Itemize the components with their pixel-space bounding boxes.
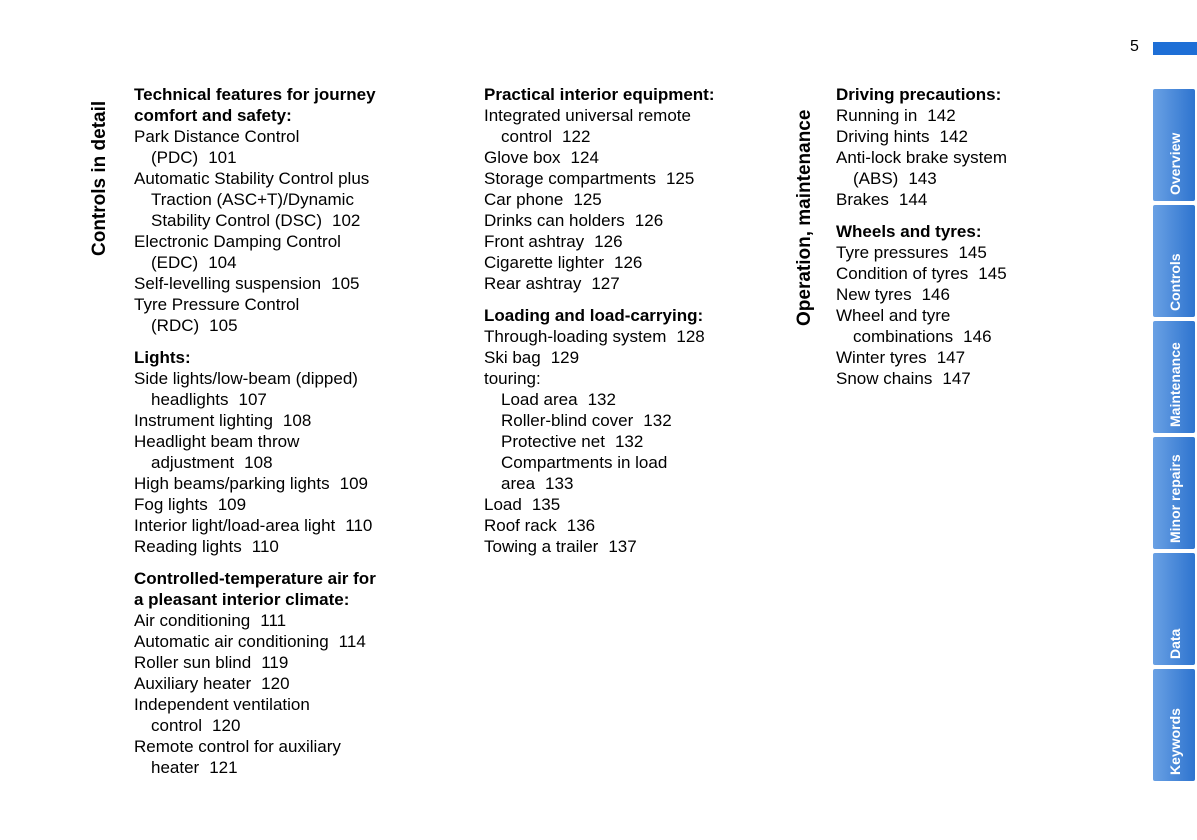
entry-line <box>134 189 376 210</box>
page-reference[interactable]: 145 <box>978 264 1007 283</box>
entry-line <box>484 147 715 168</box>
page-reference[interactable]: 119 <box>261 653 289 672</box>
index-entry <box>134 673 376 694</box>
entry-line <box>484 126 715 147</box>
tab-maintenance[interactable]: Maintenance <box>1153 321 1195 433</box>
entry-line <box>836 326 1007 347</box>
page-reference[interactable]: 147 <box>936 348 966 367</box>
entry-line <box>134 673 376 694</box>
entry-text: Load <box>484 495 522 514</box>
entry-text: Stability Control (DSC) <box>151 211 322 230</box>
index-section <box>134 568 376 778</box>
entry-line <box>134 294 376 315</box>
chapter-tabs <box>1153 0 1197 840</box>
tab-keywords[interactable]: Keywords <box>1153 669 1195 781</box>
entry-line <box>484 326 715 347</box>
entry-line <box>134 757 376 778</box>
index-entry <box>484 189 715 210</box>
entry-text: Integrated universal remote <box>484 106 691 125</box>
entry-text: Electronic Damping Control <box>134 232 341 251</box>
entry-text: (PDC) <box>151 148 199 167</box>
index-entry <box>484 494 715 515</box>
entry-line <box>484 347 715 368</box>
index-entry <box>484 273 715 294</box>
entry-line <box>134 368 376 389</box>
entry-line <box>836 368 1007 389</box>
entry-text: Self-levelling suspension <box>134 274 322 293</box>
entry-text: Rear ashtray <box>484 274 582 293</box>
entry-line <box>134 126 376 147</box>
page-reference[interactable]: 133 <box>545 474 574 493</box>
entry-line <box>836 189 1007 210</box>
entry-line <box>836 168 1007 189</box>
index-column-2 <box>484 84 715 557</box>
index-entry <box>134 694 376 736</box>
entry-text: Towing a trailer <box>484 537 599 556</box>
index-section <box>484 84 715 294</box>
page-reference[interactable]: 147 <box>942 369 971 388</box>
index-entry <box>134 610 376 631</box>
index-entry <box>484 147 715 168</box>
entry-text: Front ashtray <box>484 232 585 251</box>
entry-line <box>484 105 715 126</box>
entry-line <box>134 536 376 557</box>
entry-text: Tyre Pressure Control <box>134 295 300 314</box>
page-reference[interactable]: 145 <box>958 243 987 262</box>
index-entry <box>134 126 376 168</box>
entry-line <box>134 494 376 515</box>
index-entry <box>134 294 376 336</box>
page-reference[interactable]: 120 <box>212 716 241 735</box>
entry-line <box>836 105 1007 126</box>
index-entry <box>836 147 1007 189</box>
page-reference[interactable]: 114 <box>338 632 366 651</box>
entry-text: Roller sun blind <box>134 653 252 672</box>
entry-text: Headlight beam throw <box>134 432 300 451</box>
index-entry <box>484 210 715 231</box>
page-reference[interactable]: 129 <box>550 348 580 367</box>
entry-text: (EDC) <box>151 253 199 272</box>
entry-text: Storage compartments <box>484 169 656 188</box>
entry-line <box>484 410 715 431</box>
index-entry <box>836 189 1007 210</box>
index-entry <box>836 105 1007 126</box>
entry-text: combinations <box>853 327 954 346</box>
page-reference[interactable]: 110 <box>345 516 373 535</box>
index-entry <box>134 494 376 515</box>
entry-text: Roof rack <box>484 516 557 535</box>
index-entry <box>134 473 376 494</box>
entry-text: Automatic Stability Control plus <box>134 169 370 188</box>
page-reference[interactable]: 111 <box>260 611 287 630</box>
page-reference[interactable]: 146 <box>963 327 992 346</box>
entry-text: Condition of tyres <box>836 264 969 283</box>
page-reference[interactable]: 105 <box>331 274 360 293</box>
entry-line <box>134 252 376 273</box>
index-entry <box>836 368 1007 389</box>
entry-text: Load area <box>501 390 578 409</box>
entry-line <box>836 126 1007 147</box>
index-entry <box>484 515 715 536</box>
entry-text: Driving hints <box>836 127 930 146</box>
entry-text: adjustment <box>151 453 235 472</box>
index-entry <box>836 126 1007 147</box>
entry-line <box>484 231 715 252</box>
index-section <box>134 347 376 557</box>
entry-text: Automatic air conditioning <box>134 632 329 651</box>
page-reference[interactable]: 143 <box>908 169 937 188</box>
index-entry <box>484 452 715 494</box>
index-entry <box>484 326 715 347</box>
page-reference[interactable]: 137 <box>608 537 637 556</box>
entry-text: Interior light/load-area light <box>134 516 336 535</box>
entry-line <box>484 494 715 515</box>
entry-line <box>134 736 376 757</box>
entry-line <box>134 147 376 168</box>
entry-text: Reading lights <box>134 537 242 556</box>
index-entry <box>836 284 1007 305</box>
entry-text: Brakes <box>836 190 889 209</box>
entry-text: Snow chains <box>836 369 933 388</box>
entry-line <box>484 452 715 473</box>
entry-text: area <box>501 474 536 493</box>
entry-text: Through-loading system <box>484 327 667 346</box>
chapter-heading-operation: Operation, maintenance <box>794 109 815 326</box>
tab-data[interactable]: Data <box>1153 553 1195 665</box>
page-reference[interactable]: 135 <box>531 495 561 514</box>
entry-text: Traction (ASC+T)/Dynamic <box>151 190 354 209</box>
entry-text: Instrument lighting <box>134 411 273 430</box>
entry-text: Side lights/low-beam (dipped) <box>134 369 358 388</box>
page-reference[interactable]: 128 <box>676 327 705 346</box>
section-heading: Loading and load-carrying: <box>484 306 704 325</box>
section-heading: Practical interior equipment: <box>484 85 715 104</box>
entry-line <box>836 284 1007 305</box>
index-entry <box>484 389 715 410</box>
page-reference[interactable]: 102 <box>332 211 361 230</box>
index-column-3 <box>836 84 1007 389</box>
entry-text: headlights <box>151 390 229 409</box>
entry-line <box>134 389 376 410</box>
entry-line <box>836 242 1007 263</box>
entry-line <box>134 631 376 652</box>
entry-line <box>134 652 376 673</box>
index-section <box>484 305 715 557</box>
page-reference[interactable]: 126 <box>634 211 664 230</box>
index-entry <box>836 347 1007 368</box>
chapter-heading-controls: Controls in detail <box>89 100 110 256</box>
entry-line <box>134 210 376 231</box>
entry-text: Drinks can holders <box>484 211 625 230</box>
page-reference[interactable]: 122 <box>562 127 591 146</box>
index-section <box>134 84 376 336</box>
page-reference[interactable]: 125 <box>665 169 695 188</box>
tab-overview[interactable]: Overview <box>1153 89 1195 201</box>
entry-line <box>134 231 376 252</box>
section-heading: Lights: <box>134 348 191 367</box>
entry-text: heater <box>151 758 200 777</box>
entry-line <box>836 147 1007 168</box>
index-entry <box>134 652 376 673</box>
section-heading: a pleasant interior climate: <box>134 590 350 609</box>
page-reference[interactable]: 109 <box>339 474 368 493</box>
page-reference[interactable]: 120 <box>261 674 290 693</box>
entry-line <box>836 347 1007 368</box>
entry-text: Wheel and tyre <box>836 306 951 325</box>
page-reference[interactable]: 146 <box>921 285 950 304</box>
section-heading: Controlled-temperature air for <box>134 569 376 588</box>
section-heading: comfort and safety: <box>134 106 292 125</box>
entry-line <box>134 168 376 189</box>
index-entry <box>134 231 376 273</box>
entry-line <box>484 273 715 294</box>
entry-text: Compartments in load <box>501 453 668 472</box>
index-entry <box>134 431 376 473</box>
tab-controls[interactable]: Controls <box>1153 205 1195 317</box>
index-entry <box>836 263 1007 284</box>
page-reference[interactable]: 142 <box>939 127 968 146</box>
entry-line <box>484 431 715 452</box>
index-entry <box>484 347 715 368</box>
index-entry <box>484 368 715 389</box>
index-entry <box>134 168 376 231</box>
entry-text: control <box>501 127 553 146</box>
index-entry <box>836 305 1007 347</box>
entry-line <box>484 473 715 494</box>
page-number: 5 <box>1130 38 1139 55</box>
index-entry <box>134 515 376 536</box>
entry-text: Anti-lock brake system <box>836 148 1007 167</box>
entry-line <box>134 515 376 536</box>
entry-text: High beams/parking lights <box>134 474 330 493</box>
entry-line <box>484 168 715 189</box>
section-heading: Wheels and tyres: <box>836 222 982 241</box>
page-reference[interactable]: 108 <box>282 411 312 430</box>
entry-text: (ABS) <box>853 169 899 188</box>
page-reference[interactable]: 107 <box>238 390 267 409</box>
entry-line <box>484 536 715 557</box>
entry-text: Park Distance Control <box>134 127 300 146</box>
entry-line <box>134 715 376 736</box>
entry-line <box>134 410 376 431</box>
index-entry <box>134 736 376 778</box>
section-heading: Technical features for journey <box>134 85 376 104</box>
page-reference[interactable]: 142 <box>927 106 956 125</box>
entry-line <box>836 305 1007 326</box>
entry-line <box>484 368 715 389</box>
index-entry <box>134 273 376 294</box>
entry-text: Remote control for auxiliary <box>134 737 341 756</box>
tab-minor-repairs[interactable]: Minor repairs <box>1153 437 1195 549</box>
page-reference[interactable]: 132 <box>587 390 616 409</box>
page-reference[interactable]: 104 <box>208 253 237 272</box>
page-reference[interactable]: 132 <box>614 432 644 451</box>
entry-line <box>484 252 715 273</box>
page-reference[interactable]: 127 <box>591 274 620 293</box>
page-reference[interactable]: 125 <box>573 190 602 209</box>
page-reference[interactable]: 101 <box>208 148 237 167</box>
entry-line <box>134 431 376 452</box>
entry-line <box>134 473 376 494</box>
entry-text: (RDC) <box>151 316 200 335</box>
page-reference[interactable]: 121 <box>209 758 238 777</box>
entry-line <box>134 452 376 473</box>
entry-text: Winter tyres <box>836 348 927 367</box>
entry-text: Cigarette lighter <box>484 253 605 272</box>
index-entry <box>484 252 715 273</box>
entry-text: Protective net <box>501 432 605 451</box>
entry-text: Fog lights <box>134 495 208 514</box>
entry-text: New tyres <box>836 285 912 304</box>
index-section <box>836 221 1007 389</box>
entry-text: Glove box <box>484 148 561 167</box>
page-reference[interactable]: 110 <box>251 537 279 556</box>
entry-line <box>134 315 376 336</box>
entry-text: Roller-blind cover <box>501 411 634 430</box>
entry-line <box>484 189 715 210</box>
entry-text: Running in <box>836 106 918 125</box>
page-reference[interactable]: 124 <box>570 148 599 167</box>
page-reference[interactable]: 105 <box>209 316 238 335</box>
page-reference[interactable]: 126 <box>594 232 623 251</box>
page-reference[interactable]: 108 <box>244 453 273 472</box>
index-entry <box>484 410 715 431</box>
entry-text: control <box>151 716 203 735</box>
entry-line <box>484 389 715 410</box>
entry-line <box>836 263 1007 284</box>
index-section <box>836 84 1007 210</box>
page-reference[interactable]: 132 <box>643 411 672 430</box>
page-reference[interactable]: 109 <box>217 495 247 514</box>
index-entry <box>134 631 376 652</box>
index-entry <box>836 242 1007 263</box>
page-reference[interactable]: 126 <box>614 253 643 272</box>
index-entry <box>484 536 715 557</box>
entry-text: Tyre pressures <box>836 243 949 262</box>
index-entry <box>484 168 715 189</box>
index-entry <box>134 536 376 557</box>
index-entry <box>484 231 715 252</box>
entry-text: Ski bag <box>484 348 541 367</box>
entry-line <box>134 610 376 631</box>
index-entry <box>484 105 715 147</box>
entry-line <box>134 694 376 715</box>
entry-line <box>484 210 715 231</box>
entry-line <box>484 515 715 536</box>
page-reference[interactable]: 144 <box>898 190 928 209</box>
entry-text: Auxiliary heater <box>134 674 252 693</box>
entry-text: Independent ventilation <box>134 695 310 714</box>
entry-text: Car phone <box>484 190 564 209</box>
index-entry <box>484 431 715 452</box>
entry-text: Air conditioning <box>134 611 251 630</box>
page-reference[interactable]: 136 <box>566 516 596 535</box>
entry-text: touring: <box>484 369 541 388</box>
index-entry <box>134 368 376 410</box>
entry-line <box>134 273 376 294</box>
index-entry <box>134 410 376 431</box>
index-column-1 <box>134 84 376 778</box>
section-heading: Driving precautions: <box>836 85 1002 104</box>
